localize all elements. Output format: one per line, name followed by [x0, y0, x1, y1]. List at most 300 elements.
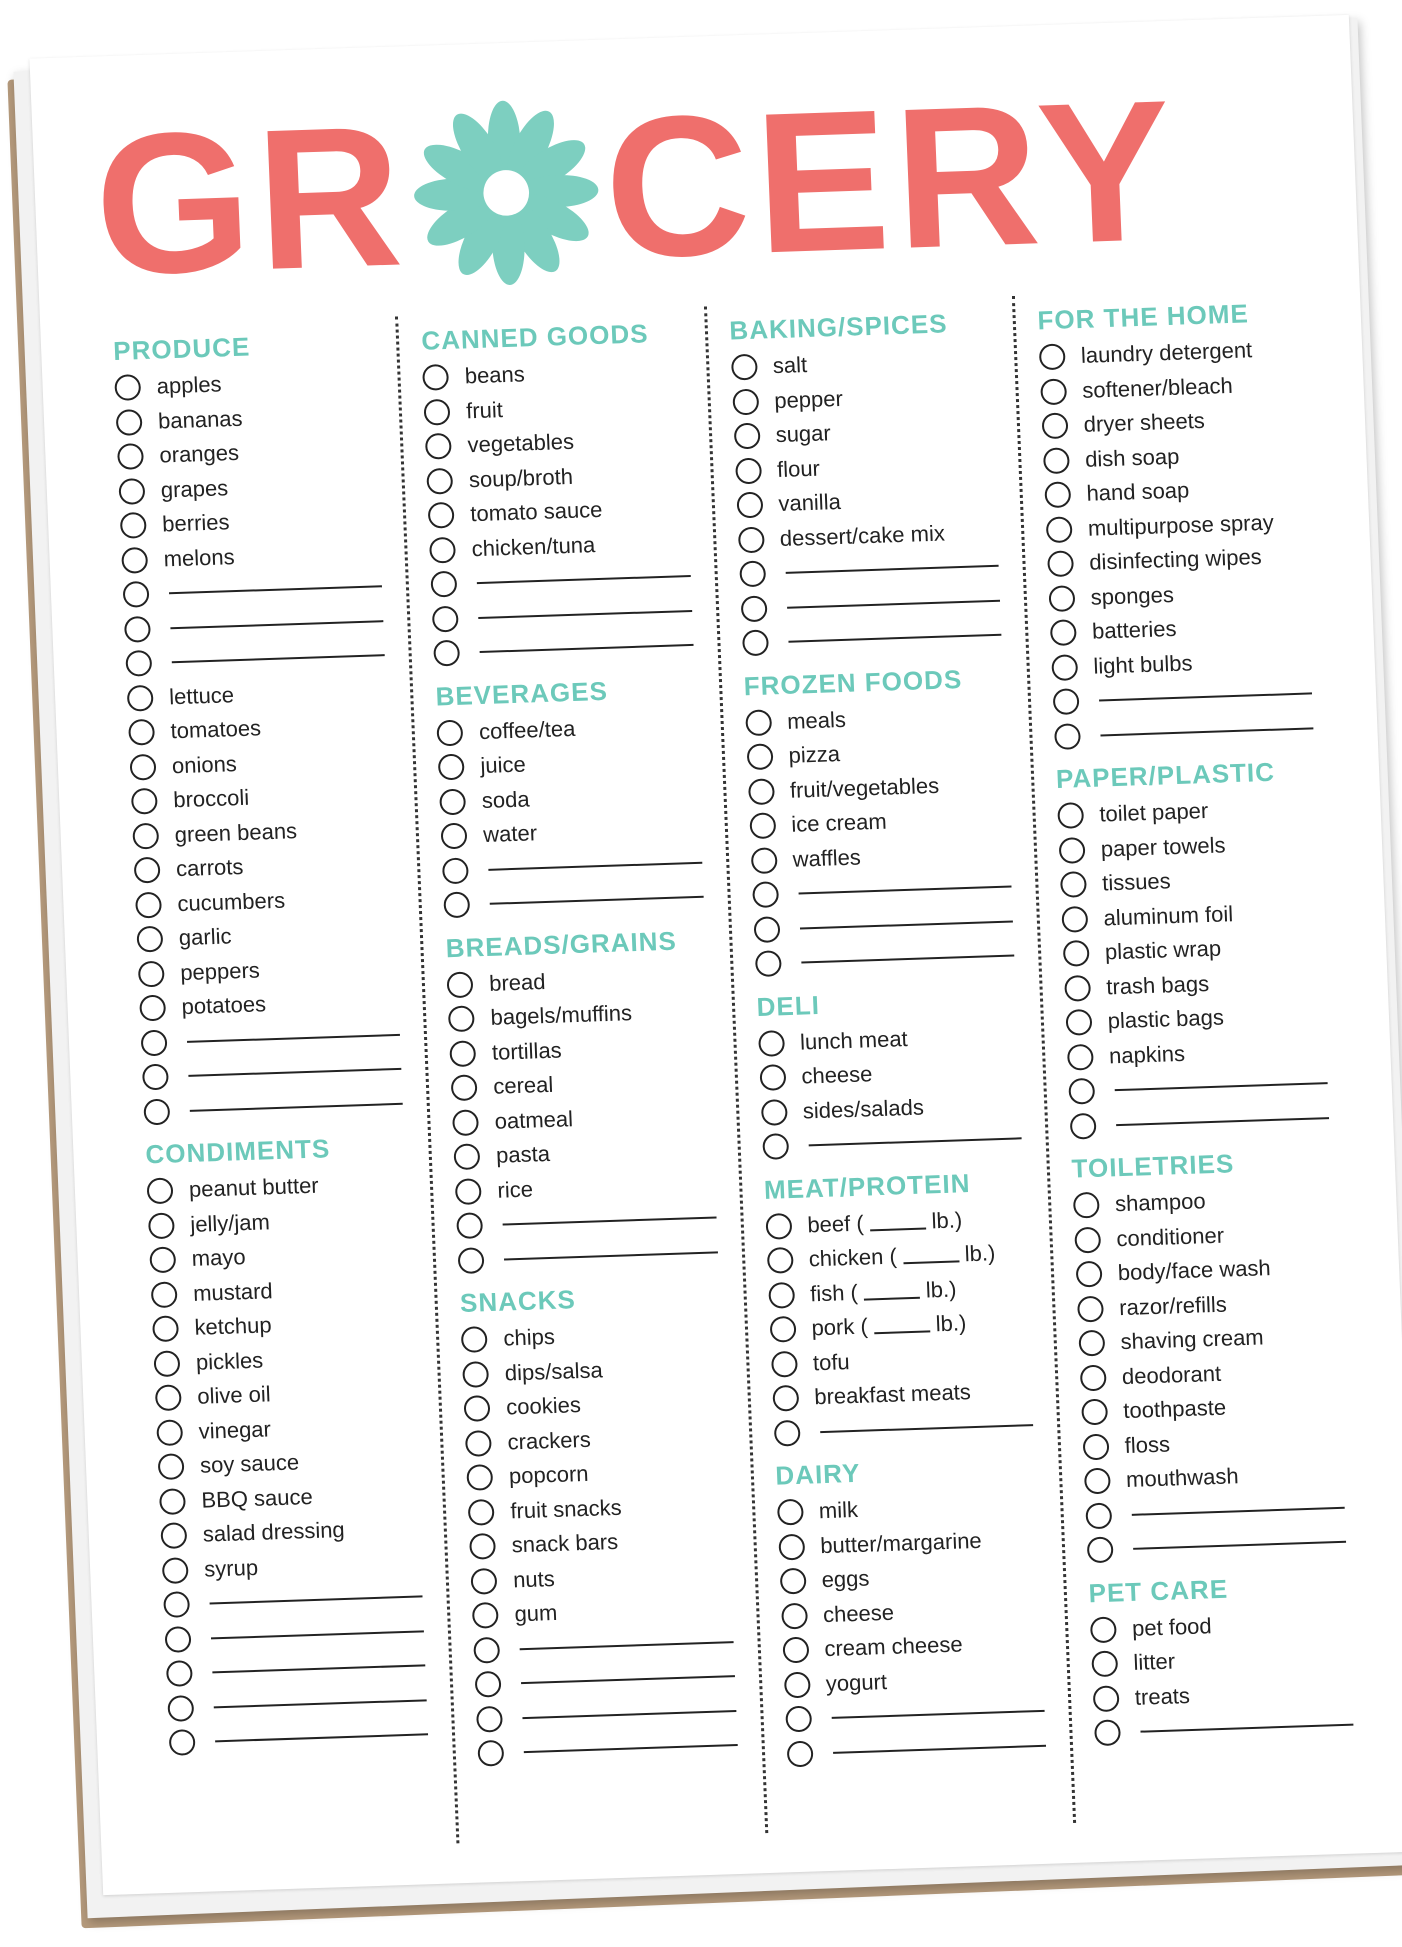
checkbox-circle[interactable] — [1064, 975, 1091, 1002]
checkbox-circle[interactable] — [1075, 1261, 1102, 1288]
item-label: peanut butter — [188, 1172, 320, 1203]
section-heading: BAKING/SPICES — [728, 308, 949, 346]
item-label: light bulbs — [1092, 650, 1193, 679]
item-label: apples — [156, 371, 223, 399]
item-unit: lb.) — [964, 1240, 996, 1267]
checkbox-circle[interactable] — [153, 1350, 180, 1377]
item-label: mouthwash — [1125, 1463, 1240, 1493]
checkbox-circle[interactable] — [772, 1385, 799, 1412]
checkbox-circle[interactable] — [1073, 1192, 1100, 1219]
write-in-line[interactable] — [521, 1675, 734, 1684]
weight-blank[interactable] — [902, 1247, 959, 1265]
item-unit: lb.) — [935, 1310, 967, 1337]
checkbox-circle[interactable] — [441, 823, 468, 850]
write-in-line[interactable] — [787, 599, 1000, 608]
checkbox-circle[interactable] — [1090, 1616, 1117, 1643]
item-label: mustard — [192, 1277, 274, 1306]
write-in-line[interactable] — [833, 1745, 1046, 1754]
item-label: pork ( — [811, 1313, 869, 1341]
item-label: fruit — [465, 396, 504, 424]
item-label: onions — [171, 750, 238, 779]
item-label: chicken ( — [808, 1243, 898, 1272]
write-in-line[interactable] — [187, 1034, 400, 1043]
item-label: potatoes — [181, 991, 267, 1020]
write-in-line[interactable] — [503, 1217, 716, 1226]
checkbox-circle[interactable] — [786, 1740, 813, 1767]
checkbox-circle[interactable] — [746, 744, 773, 771]
write-in-line[interactable] — [478, 610, 691, 619]
checkbox-circle[interactable] — [454, 1144, 481, 1171]
checkbox-circle[interactable] — [1067, 1044, 1094, 1071]
section-heading: FOR THE HOME — [1036, 298, 1250, 336]
item-label: trash bags — [1105, 970, 1210, 1000]
checkbox-circle[interactable] — [1068, 1078, 1095, 1105]
item-label: waffles — [792, 844, 862, 872]
checkbox-circle[interactable] — [754, 950, 781, 977]
item-label: tofu — [812, 1348, 851, 1376]
checkbox-circle[interactable] — [1047, 551, 1074, 578]
write-in-line[interactable] — [1131, 1507, 1344, 1516]
write-in-line[interactable] — [808, 1138, 1021, 1147]
checkbox-circle[interactable] — [1039, 344, 1066, 371]
checkbox-circle[interactable] — [148, 1212, 175, 1239]
checkbox-circle[interactable] — [781, 1602, 808, 1629]
item-label: razor/refills — [1118, 1291, 1228, 1320]
item-label: disinfecting wipes — [1088, 544, 1263, 575]
item-label: coffee/tea — [478, 715, 576, 744]
item-label: cookies — [505, 1392, 582, 1420]
item-label: cucumbers — [176, 887, 286, 916]
checkbox-circle[interactable] — [765, 1213, 792, 1240]
write-in-line[interactable] — [1100, 727, 1313, 736]
write-in-line[interactable] — [211, 1630, 424, 1639]
item-label: vegetables — [467, 429, 575, 458]
item-label: deodorant — [1121, 1360, 1222, 1389]
checkbox-circle[interactable] — [1061, 906, 1088, 933]
list-column — [1015, 286, 1381, 1823]
checkbox-circle[interactable] — [785, 1706, 812, 1733]
item-label: ketchup — [194, 1312, 273, 1341]
item-label: snack bars — [511, 1529, 619, 1558]
item-label: nuts — [512, 1565, 556, 1593]
item-label: pet food — [1131, 1613, 1213, 1641]
item-label: berries — [161, 509, 230, 537]
checkbox-circle[interactable] — [1086, 1537, 1113, 1564]
checkbox-circle[interactable] — [422, 364, 449, 391]
item-label: pizza — [788, 741, 841, 769]
checkbox-circle[interactable] — [478, 1740, 505, 1767]
checkbox-circle[interactable] — [437, 719, 464, 746]
write-in-line[interactable] — [210, 1596, 423, 1605]
checkbox-circle[interactable] — [163, 1591, 190, 1618]
item-label: milk — [818, 1497, 859, 1524]
checkbox-circle[interactable] — [451, 1075, 478, 1102]
checkbox-circle[interactable] — [732, 388, 759, 415]
checkbox-circle[interactable] — [124, 616, 151, 643]
checkbox-circle[interactable] — [1040, 378, 1067, 405]
checkbox-circle[interactable] — [1050, 619, 1077, 646]
checkbox-circle[interactable] — [475, 1671, 502, 1698]
item-label: pepper — [773, 385, 844, 413]
checkbox-circle[interactable] — [142, 1064, 169, 1091]
checkbox-circle[interactable] — [429, 537, 456, 564]
checkbox-circle[interactable] — [438, 754, 465, 781]
item-label: batteries — [1091, 616, 1177, 644]
checkbox-circle[interactable] — [768, 1282, 795, 1309]
checkbox-circle[interactable] — [769, 1316, 796, 1343]
write-in-line[interactable] — [188, 1068, 401, 1077]
checkbox-circle[interactable] — [739, 561, 766, 588]
write-in-line[interactable] — [831, 1710, 1044, 1719]
checkbox-circle[interactable] — [448, 1006, 475, 1033]
checkbox-circle[interactable] — [433, 640, 460, 667]
checkbox-circle[interactable] — [149, 1247, 176, 1274]
write-in-line[interactable] — [523, 1710, 736, 1719]
checkbox-circle[interactable] — [449, 1040, 476, 1067]
item-unit: lb.) — [931, 1207, 963, 1234]
item-label: butter/margarine — [819, 1527, 983, 1558]
checkbox-circle[interactable] — [132, 823, 159, 850]
checkbox-circle[interactable] — [1058, 837, 1085, 864]
checkbox-circle[interactable] — [127, 685, 154, 712]
checkbox-circle[interactable] — [139, 995, 166, 1022]
checkbox-circle[interactable] — [779, 1568, 806, 1595]
item-label: soy sauce — [199, 1449, 300, 1478]
checkbox-circle[interactable] — [1082, 1433, 1109, 1460]
checkbox-circle[interactable] — [467, 1464, 494, 1491]
checkbox-circle[interactable] — [458, 1247, 485, 1274]
checkbox-circle[interactable] — [158, 1453, 185, 1480]
write-in-line[interactable] — [1133, 1541, 1346, 1550]
checkbox-circle[interactable] — [462, 1361, 489, 1388]
checkbox-circle[interactable] — [1043, 447, 1070, 474]
list-column — [398, 306, 767, 1843]
checkbox-circle[interactable] — [473, 1637, 500, 1664]
checkbox-circle[interactable] — [447, 971, 474, 998]
checkbox-circle[interactable] — [782, 1637, 809, 1664]
checkbox-circle[interactable] — [469, 1533, 496, 1560]
checkbox-circle[interactable] — [741, 630, 768, 657]
checkbox-circle[interactable] — [151, 1281, 178, 1308]
checkbox-circle[interactable] — [736, 492, 763, 519]
section-heading: CANNED GOODS — [420, 318, 650, 356]
item-label: ice cream — [790, 808, 888, 838]
item-label: salad dressing — [202, 1517, 346, 1547]
checkbox-circle[interactable] — [770, 1351, 797, 1378]
item-label: grapes — [160, 475, 229, 503]
checkbox-circle[interactable] — [439, 788, 466, 815]
checkbox-circle[interactable] — [1065, 1009, 1092, 1036]
checkbox-circle[interactable] — [159, 1488, 186, 1515]
weight-blank[interactable] — [869, 1213, 926, 1231]
checkbox-circle[interactable] — [141, 1029, 168, 1056]
checkbox-circle[interactable] — [1045, 516, 1072, 543]
item-label: pickles — [195, 1347, 264, 1375]
checkbox-circle[interactable] — [444, 892, 471, 919]
item-label: cereal — [492, 1072, 554, 1100]
write-in-line[interactable] — [788, 634, 1001, 643]
checkbox-circle[interactable] — [169, 1729, 196, 1756]
checkbox-circle[interactable] — [125, 650, 152, 677]
checkbox-circle[interactable] — [136, 926, 163, 953]
item-label: juice — [479, 751, 527, 779]
item-label: tomatoes — [170, 715, 262, 744]
checkbox-circle[interactable] — [431, 571, 458, 598]
item-label: tomato sauce — [469, 497, 603, 527]
checkbox-circle[interactable] — [428, 502, 455, 529]
checkbox-circle[interactable] — [442, 857, 469, 884]
item-label: salt — [772, 352, 808, 379]
checkbox-circle[interactable] — [730, 354, 757, 381]
checkbox-circle[interactable] — [1081, 1399, 1108, 1426]
checkbox-circle[interactable] — [118, 478, 145, 505]
checkbox-circle[interactable] — [452, 1109, 479, 1136]
checkbox-circle[interactable] — [1074, 1226, 1101, 1253]
checkbox-circle[interactable] — [165, 1626, 192, 1653]
checkbox-circle[interactable] — [1051, 654, 1078, 681]
section-heading: BREADS/GRAINS — [445, 925, 678, 963]
checkbox-circle[interactable] — [166, 1660, 193, 1687]
item-label: olive oil — [196, 1381, 272, 1410]
checkbox-circle[interactable] — [733, 423, 760, 450]
write-in-line[interactable] — [798, 886, 1011, 895]
checkbox-circle[interactable] — [1079, 1364, 1106, 1391]
item-label: rice — [496, 1176, 534, 1203]
checkbox-circle[interactable] — [471, 1568, 498, 1595]
item-label: carrots — [175, 854, 244, 882]
item-label: mayo — [191, 1244, 247, 1272]
item-label: dips/salsa — [504, 1357, 604, 1386]
checkbox-circle[interactable] — [160, 1522, 187, 1549]
write-in-line[interactable] — [190, 1103, 403, 1112]
item-label: broccoli — [172, 784, 250, 813]
write-in-line[interactable] — [170, 620, 383, 629]
item-label: lunch meat — [799, 1025, 909, 1055]
item-label: sugar — [775, 420, 832, 448]
checkbox-circle[interactable] — [120, 512, 147, 539]
section-heading: BEVERAGES — [435, 675, 609, 711]
checkbox-circle[interactable] — [461, 1326, 488, 1353]
checkbox-circle[interactable] — [776, 1499, 803, 1526]
write-in-line[interactable] — [1140, 1724, 1353, 1733]
write-in-line[interactable] — [480, 644, 693, 653]
item-label: tortillas — [491, 1037, 563, 1065]
checkbox-circle[interactable] — [1094, 1720, 1121, 1747]
write-in-line[interactable] — [785, 565, 998, 574]
checkbox-circle[interactable] — [1085, 1502, 1112, 1529]
checkbox-circle[interactable] — [1069, 1113, 1096, 1140]
write-in-line[interactable] — [172, 654, 385, 663]
write-in-line[interactable] — [214, 1699, 427, 1708]
checkbox-circle[interactable] — [135, 891, 162, 918]
item-label: litter — [1132, 1648, 1176, 1676]
item-label: aluminum foil — [1103, 900, 1234, 931]
checkbox-circle[interactable] — [760, 1099, 787, 1126]
weight-blank[interactable] — [864, 1283, 921, 1301]
write-in-line[interactable] — [477, 575, 690, 584]
checkbox-circle[interactable] — [464, 1395, 491, 1422]
checkbox-circle[interactable] — [773, 1420, 800, 1447]
item-label: syrup — [203, 1554, 259, 1582]
item-label: BBQ sauce — [200, 1483, 314, 1513]
item-label: plastic bags — [1107, 1004, 1225, 1034]
checkbox-circle[interactable] — [472, 1602, 499, 1629]
checkbox-circle[interactable] — [162, 1557, 189, 1584]
checkbox-circle[interactable] — [155, 1385, 182, 1412]
checkbox-circle[interactable] — [167, 1695, 194, 1722]
checkbox-circle[interactable] — [152, 1316, 179, 1343]
item-label: soda — [481, 786, 531, 813]
write-in-line[interactable] — [520, 1641, 733, 1650]
checkbox-circle[interactable] — [116, 409, 143, 436]
item-label: multipurpose spray — [1087, 509, 1275, 541]
write-in-line[interactable] — [212, 1665, 425, 1674]
checkbox-circle[interactable] — [1048, 585, 1075, 612]
item-label: softener/bleach — [1081, 372, 1234, 403]
checkbox-circle[interactable] — [425, 433, 452, 460]
checkbox-circle[interactable] — [1057, 802, 1084, 829]
item-label: dish soap — [1084, 443, 1180, 472]
checkbox-circle[interactable] — [147, 1178, 174, 1205]
item-label: peppers — [179, 957, 261, 985]
write-in-line[interactable] — [801, 955, 1014, 964]
checkbox-circle[interactable] — [1078, 1330, 1105, 1357]
write-in-line[interactable] — [799, 920, 1012, 929]
list-column — [90, 317, 459, 1854]
checkbox-circle[interactable] — [759, 1064, 786, 1091]
checkbox-circle[interactable] — [1077, 1295, 1104, 1322]
item-label: green beans — [174, 817, 298, 847]
checkbox-circle[interactable] — [465, 1430, 492, 1457]
item-label: oatmeal — [494, 1105, 574, 1134]
item-label: soup/broth — [468, 463, 574, 493]
item-label: dryer sheets — [1083, 408, 1206, 438]
checkbox-circle[interactable] — [737, 526, 764, 553]
checkbox-circle[interactable] — [1091, 1651, 1118, 1678]
checkbox-circle[interactable] — [114, 374, 141, 401]
checkbox-circle[interactable] — [138, 960, 165, 987]
item-label: cheese — [822, 1599, 895, 1627]
checkbox-circle[interactable] — [1054, 723, 1081, 750]
checkbox-circle[interactable] — [476, 1706, 503, 1733]
checkbox-circle[interactable] — [740, 595, 767, 622]
checkbox-circle[interactable] — [1092, 1685, 1119, 1712]
item-label: popcorn — [508, 1461, 589, 1489]
item-label: yogurt — [825, 1668, 888, 1696]
item-label: bread — [488, 968, 546, 996]
list-column — [706, 296, 1075, 1833]
checkbox-circle[interactable] — [745, 709, 772, 736]
checkbox-circle[interactable] — [455, 1178, 482, 1205]
item-label: dessert/cake mix — [779, 520, 946, 551]
checkbox-circle[interactable] — [752, 882, 779, 909]
section-heading: TOILETRIES — [1071, 1148, 1235, 1184]
section-heading: SNACKS — [459, 1284, 577, 1318]
section-heading: FROZEN FOODS — [743, 663, 963, 701]
checkbox-circle[interactable] — [735, 457, 762, 484]
checkbox-circle[interactable] — [778, 1533, 805, 1560]
checkbox-circle[interactable] — [468, 1499, 495, 1526]
item-label: paper towels — [1100, 832, 1226, 862]
write-in-line[interactable] — [215, 1734, 428, 1743]
write-in-line[interactable] — [1099, 693, 1312, 702]
checkbox-circle[interactable] — [1052, 688, 1079, 715]
item-label: eggs — [821, 1565, 870, 1593]
item-label: lettuce — [168, 681, 235, 710]
checkbox-circle[interactable] — [131, 788, 158, 815]
checkbox-circle[interactable] — [766, 1247, 793, 1274]
checkbox-circle[interactable] — [1062, 940, 1089, 967]
write-in-line[interactable] — [820, 1424, 1033, 1433]
checkbox-circle[interactable] — [456, 1212, 483, 1239]
checkbox-circle[interactable] — [753, 916, 780, 943]
checkbox-circle[interactable] — [1060, 871, 1087, 898]
item-label: pasta — [495, 1141, 551, 1168]
grocery-columns — [90, 286, 1381, 1854]
write-in-line[interactable] — [1116, 1117, 1329, 1126]
checkbox-circle[interactable] — [424, 399, 451, 426]
checkbox-circle[interactable] — [426, 468, 453, 495]
checkbox-circle[interactable] — [129, 754, 156, 781]
item-label: meals — [786, 706, 847, 734]
checkbox-circle[interactable] — [121, 547, 148, 574]
notepad-page — [29, 15, 1402, 1895]
weight-blank[interactable] — [873, 1317, 930, 1335]
item-label: shaving cream — [1120, 1324, 1265, 1355]
checkbox-circle[interactable] — [758, 1030, 785, 1057]
item-label: plastic wrap — [1104, 935, 1222, 965]
checkbox-circle[interactable] — [143, 1098, 170, 1125]
write-in-line[interactable] — [490, 896, 703, 905]
item-label: oranges — [158, 440, 240, 468]
item-label: beans — [464, 361, 526, 389]
checkbox-circle[interactable] — [750, 847, 777, 874]
section-heading: CONDIMENTS — [144, 1133, 331, 1170]
item-label: jelly/jam — [189, 1209, 271, 1237]
daisy-flower-icon — [407, 95, 605, 291]
checkbox-circle[interactable] — [762, 1133, 789, 1160]
write-in-line[interactable] — [504, 1251, 717, 1260]
checkbox-circle[interactable] — [1041, 413, 1068, 440]
item-label: crackers — [507, 1426, 592, 1455]
checkbox-circle[interactable] — [156, 1419, 183, 1446]
checkbox-circle[interactable] — [134, 857, 161, 884]
checkbox-circle[interactable] — [128, 719, 155, 746]
write-in-line[interactable] — [524, 1744, 737, 1753]
item-label: hand soap — [1086, 477, 1190, 507]
checkbox-circle[interactable] — [123, 581, 150, 608]
checkbox-circle[interactable] — [1084, 1468, 1111, 1495]
item-label: sponges — [1090, 581, 1175, 610]
item-label: napkins — [1108, 1040, 1186, 1069]
checkbox-circle[interactable] — [783, 1671, 810, 1698]
checkbox-circle[interactable] — [432, 605, 459, 632]
write-in-line[interactable] — [1114, 1082, 1327, 1091]
checkbox-circle[interactable] — [117, 443, 144, 470]
item-label: beef ( — [806, 1210, 865, 1238]
item-label: fruit/vegetables — [789, 772, 940, 803]
item-label: water — [482, 820, 538, 848]
checkbox-circle[interactable] — [749, 813, 776, 840]
write-in-line[interactable] — [169, 585, 382, 594]
item-label: bagels/muffins — [490, 1000, 633, 1031]
write-in-line[interactable] — [489, 862, 702, 871]
section-heading: DAIRY — [774, 1457, 861, 1491]
checkbox-circle[interactable] — [1044, 482, 1071, 509]
checkbox-circle[interactable] — [747, 778, 774, 805]
section-heading: PET CARE — [1088, 1573, 1229, 1608]
item-label: tissues — [1101, 868, 1172, 896]
